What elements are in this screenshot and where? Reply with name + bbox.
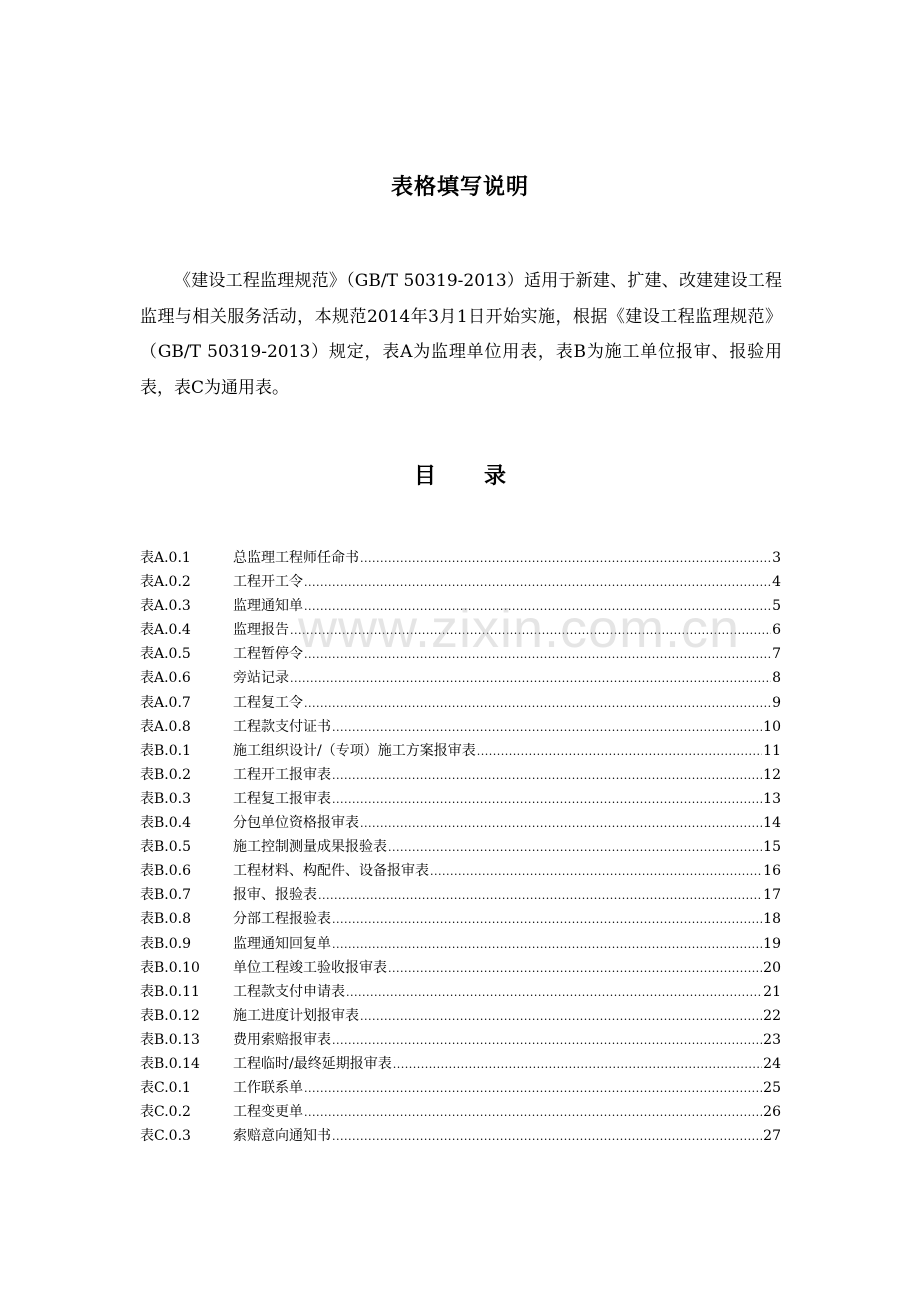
- toc-entry-code: 表B.0.6: [140, 863, 192, 880]
- toc-leader-dots: [304, 573, 771, 593]
- toc-entry-page: 18: [763, 911, 781, 928]
- toc-leader-dots: [304, 1103, 762, 1123]
- toc-entry-code: 表C.0.1: [140, 1080, 191, 1097]
- toc-entry[interactable]: [140, 934, 781, 958]
- toc-heading-char: 目: [413, 464, 436, 489]
- toc-entry-page: 6: [772, 622, 781, 639]
- toc-entry[interactable]: [140, 789, 781, 813]
- toc-entry-code: 表A.0.5: [140, 646, 191, 663]
- toc-entry-page: 4: [772, 574, 781, 591]
- toc-entry-title: 工程复工令: [233, 694, 303, 711]
- toc-leader-dots: [332, 1127, 762, 1147]
- toc-entry-code: 表C.0.3: [140, 1128, 191, 1145]
- toc-entry-title: 监理通知单: [233, 598, 303, 615]
- toc-entry-title: 总监理工程师任命书: [233, 550, 359, 566]
- toc-leader-dots: [332, 766, 762, 786]
- toc-entry-page: 16: [763, 863, 781, 880]
- toc-leader-dots: [360, 1007, 762, 1027]
- toc-entry-code: 表A.0.7: [140, 694, 191, 711]
- toc-entry-page: 12: [763, 766, 781, 783]
- toc-entry-page: 23: [763, 1031, 781, 1048]
- toc-entry-code: 表B.0.13: [140, 1031, 200, 1048]
- toc-entry-code: 表B.0.12: [140, 1007, 200, 1024]
- toc-entry-code: 表C.0.2: [140, 1104, 191, 1121]
- toc-entry[interactable]: [140, 596, 781, 620]
- watermark: www.zixin.com.cn: [298, 599, 741, 659]
- toc-entry-code: 表A.0.6: [140, 670, 191, 687]
- table-of-contents: [140, 548, 781, 1150]
- toc-entry-code: 表A.0.4: [140, 622, 191, 639]
- toc-entry[interactable]: [140, 668, 781, 692]
- toc-leader-dots: [388, 838, 762, 858]
- toc-entry[interactable]: [140, 1078, 781, 1102]
- toc-leader-dots: [346, 983, 762, 1003]
- toc-leader-dots: [332, 935, 762, 955]
- toc-entry-page: 27: [763, 1128, 781, 1145]
- toc-leader-dots: [332, 910, 762, 930]
- toc-entry[interactable]: [140, 885, 781, 909]
- toc-entry[interactable]: [140, 958, 781, 982]
- toc-entry-title: 工作联系单: [233, 1080, 303, 1097]
- toc-entry-title: 旁站记录: [233, 670, 289, 687]
- toc-entry-page: 7: [772, 646, 781, 663]
- toc-entry-code: 表B.0.1: [140, 742, 192, 759]
- toc-entry-code: 表B.0.10: [140, 959, 200, 976]
- toc-entry-page: 20: [763, 959, 781, 976]
- toc-entry-title: 工程开工令: [233, 574, 303, 591]
- toc-entry[interactable]: [140, 741, 781, 765]
- toc-heading: [0, 459, 920, 490]
- toc-entry-page: 14: [763, 815, 781, 832]
- toc-entry[interactable]: [140, 909, 781, 933]
- toc-entry-page: 10: [763, 718, 781, 735]
- toc-entry-title: 工程临时/最终延期报审表: [233, 1055, 392, 1072]
- toc-entry[interactable]: [140, 1030, 781, 1054]
- toc-leader-dots: [332, 790, 762, 810]
- toc-entry-code: 表B.0.3: [140, 790, 192, 807]
- toc-leader-dots: [318, 886, 762, 906]
- toc-entry-title: 监理通知回复单: [233, 935, 331, 952]
- toc-leader-dots: [430, 862, 762, 882]
- toc-entry[interactable]: [140, 572, 781, 596]
- toc-leader-dots: [304, 694, 771, 714]
- toc-entry[interactable]: [140, 813, 781, 837]
- toc-leader-dots: [477, 742, 762, 762]
- toc-entry[interactable]: [140, 982, 781, 1006]
- intro-paragraph: 《建设工程监理规范》（GB/T 50319-2013）适用于新建、扩建、改建建设工程监理与相关服务活动，本规范2014年3月1日开始实施，根据《建设工程监理规范》（GB/T 50319-2013）规定，表A为监理单位用表，表B为施工单位报审、报验用表，表C为通用表。: [140, 271, 782, 398]
- toc-leader-dots: [360, 814, 762, 834]
- toc-entry[interactable]: [140, 693, 781, 717]
- toc-entry-title: 监理报告: [233, 622, 289, 639]
- toc-entry[interactable]: [140, 1102, 781, 1126]
- toc-entry-page: 3: [772, 550, 781, 566]
- toc-entry-page: 24: [763, 1055, 781, 1072]
- toc-entry-code: 表A.0.1: [140, 550, 191, 566]
- toc-leader-dots: [290, 669, 771, 689]
- toc-entry-code: 表B.0.9: [140, 935, 192, 952]
- toc-leader-dots: [304, 645, 771, 665]
- toc-entry-page: 13: [763, 790, 781, 807]
- toc-entry-title: 费用索赔报审表: [233, 1031, 331, 1048]
- toc-heading-char: 录: [484, 464, 507, 489]
- toc-leader-dots: [332, 718, 762, 738]
- toc-entry-title: 分部工程报验表: [233, 911, 331, 928]
- toc-entry-page: 5: [772, 598, 781, 615]
- toc-entry[interactable]: [140, 1006, 781, 1030]
- toc-entry-title: 工程暂停令: [233, 646, 303, 663]
- toc-entry-code: 表B.0.7: [140, 887, 192, 904]
- toc-entry-page: 21: [763, 983, 781, 1000]
- toc-entry-title: 索赔意向通知书: [233, 1128, 331, 1145]
- toc-entry[interactable]: [140, 765, 781, 789]
- toc-entry-title: 工程开工报审表: [233, 766, 331, 783]
- toc-entry-code: 表B.0.4: [140, 815, 192, 832]
- toc-entry-code: 表B.0.2: [140, 766, 192, 783]
- toc-entry[interactable]: [140, 1054, 781, 1078]
- toc-entry[interactable]: [140, 1126, 781, 1150]
- toc-entry-title: 施工控制测量成果报验表: [233, 839, 387, 856]
- toc-entry-title: 工程材料、构配件、设备报审表: [233, 863, 429, 880]
- toc-entry-code: 表B.0.8: [140, 911, 192, 928]
- toc-entry-page: 11: [763, 742, 781, 759]
- toc-entry-page: 9: [772, 694, 781, 711]
- toc-entry-title: 工程款支付证书: [233, 718, 331, 735]
- toc-leader-dots: [388, 959, 762, 979]
- toc-entry-page: 25: [763, 1080, 781, 1097]
- toc-entry-page: 17: [763, 887, 781, 904]
- toc-entry-page: 26: [763, 1104, 781, 1121]
- toc-leader-dots: [304, 597, 771, 617]
- toc-entry-code: 表A.0.2: [140, 574, 191, 591]
- toc-leader-dots: [332, 1031, 762, 1051]
- toc-entry[interactable]: [140, 837, 781, 861]
- toc-entry-title: 工程变更单: [233, 1104, 303, 1121]
- toc-entry-title: 工程复工报审表: [233, 790, 331, 807]
- toc-entry-title: 施工组织设计/（专项）施工方案报审表: [233, 742, 476, 759]
- toc-entry[interactable]: [140, 620, 781, 644]
- toc-entry-code: 表A.0.3: [140, 598, 191, 615]
- toc-entry-page: 8: [772, 670, 781, 687]
- toc-entry-title: 分包单位资格报审表: [233, 815, 359, 832]
- toc-entry-code: 表B.0.14: [140, 1055, 200, 1072]
- toc-entry-code: 表A.0.8: [140, 718, 191, 735]
- toc-leader-dots: [304, 1079, 762, 1099]
- toc-entry-page: 19: [763, 935, 781, 952]
- toc-entry[interactable]: [140, 548, 781, 572]
- toc-leader-dots: [393, 1055, 762, 1075]
- toc-entry-title: 工程款支付申请表: [233, 983, 345, 1000]
- toc-leader-dots: [290, 621, 771, 641]
- toc-entry[interactable]: [140, 644, 781, 668]
- toc-leader-dots: [360, 549, 771, 569]
- toc-entry-title: 单位工程竣工验收报审表: [233, 959, 387, 976]
- toc-entry[interactable]: [140, 717, 781, 741]
- toc-entry-code: 表B.0.11: [140, 983, 200, 1000]
- toc-entry[interactable]: [140, 861, 781, 885]
- toc-entry-page: 22: [763, 1007, 781, 1024]
- toc-entry-title: 施工进度计划报审表: [233, 1007, 359, 1024]
- page-title: 表格填写说明: [390, 175, 529, 200]
- toc-entry-code: 表B.0.5: [140, 839, 192, 856]
- toc-entry-title: 报审、报验表: [233, 887, 317, 904]
- toc-entry-page: 15: [763, 839, 781, 856]
